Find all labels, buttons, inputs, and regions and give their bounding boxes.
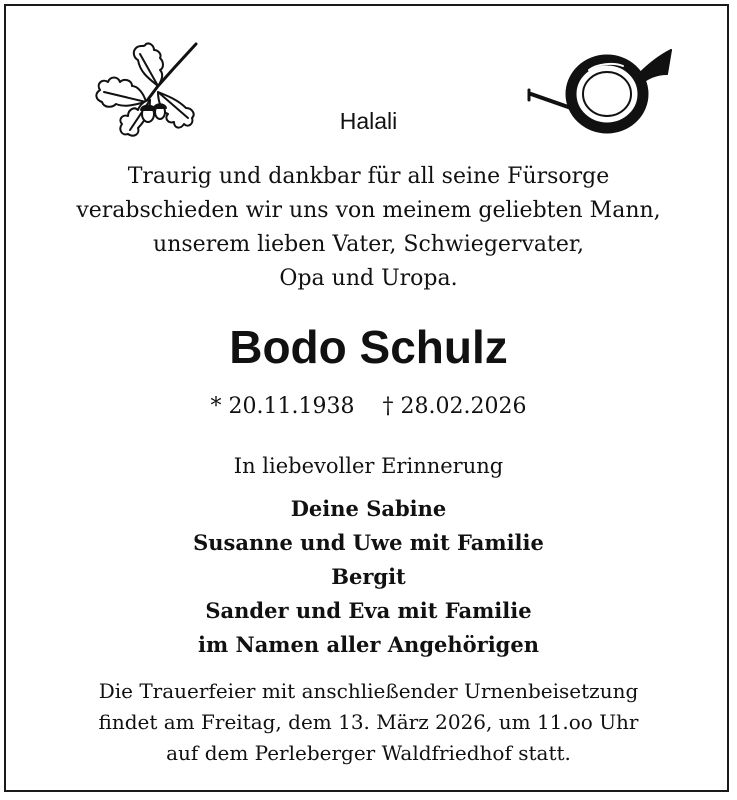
life-dates <box>0 394 737 419</box>
intro-line: Opa und Uropa. <box>279 266 458 291</box>
family-line: Sander und Eva mit Familie <box>205 598 532 623</box>
notice-line: Die Trauerfeier mit anschließender Urnenbeisetzung <box>98 679 639 703</box>
intro-line: unserem lieben Vater, Schwiegervater, <box>153 232 584 257</box>
notice-line: auf dem Perleberger Waldfriedhof statt. <box>166 741 571 765</box>
intro-line: verabschieden wir uns von meinem geliebten Mann, <box>76 198 661 223</box>
family-list <box>0 492 737 662</box>
halali-greeting: Halali <box>339 108 398 134</box>
family-line: Bergit <box>331 564 406 589</box>
deceased-name: Bodo Schulz <box>229 321 508 373</box>
memory-line: In liebevoller Erinnerung <box>233 454 504 478</box>
death-date: † 28.02.2026 <box>382 394 527 419</box>
intro-text <box>0 160 737 296</box>
family-line: Deine Sabine <box>290 496 447 521</box>
funeral-notice <box>0 676 737 769</box>
notice-line: findet am Freitag, dem 13. März 2026, um 11.oo Uhr <box>98 710 639 734</box>
birth-date: * 20.11.1938 <box>210 394 355 419</box>
family-line: Susanne und Uwe mit Familie <box>193 530 544 555</box>
intro-line: Traurig und dankbar für all seine Fürsorge <box>127 164 610 189</box>
family-line: im Namen aller Angehörigen <box>197 632 539 657</box>
